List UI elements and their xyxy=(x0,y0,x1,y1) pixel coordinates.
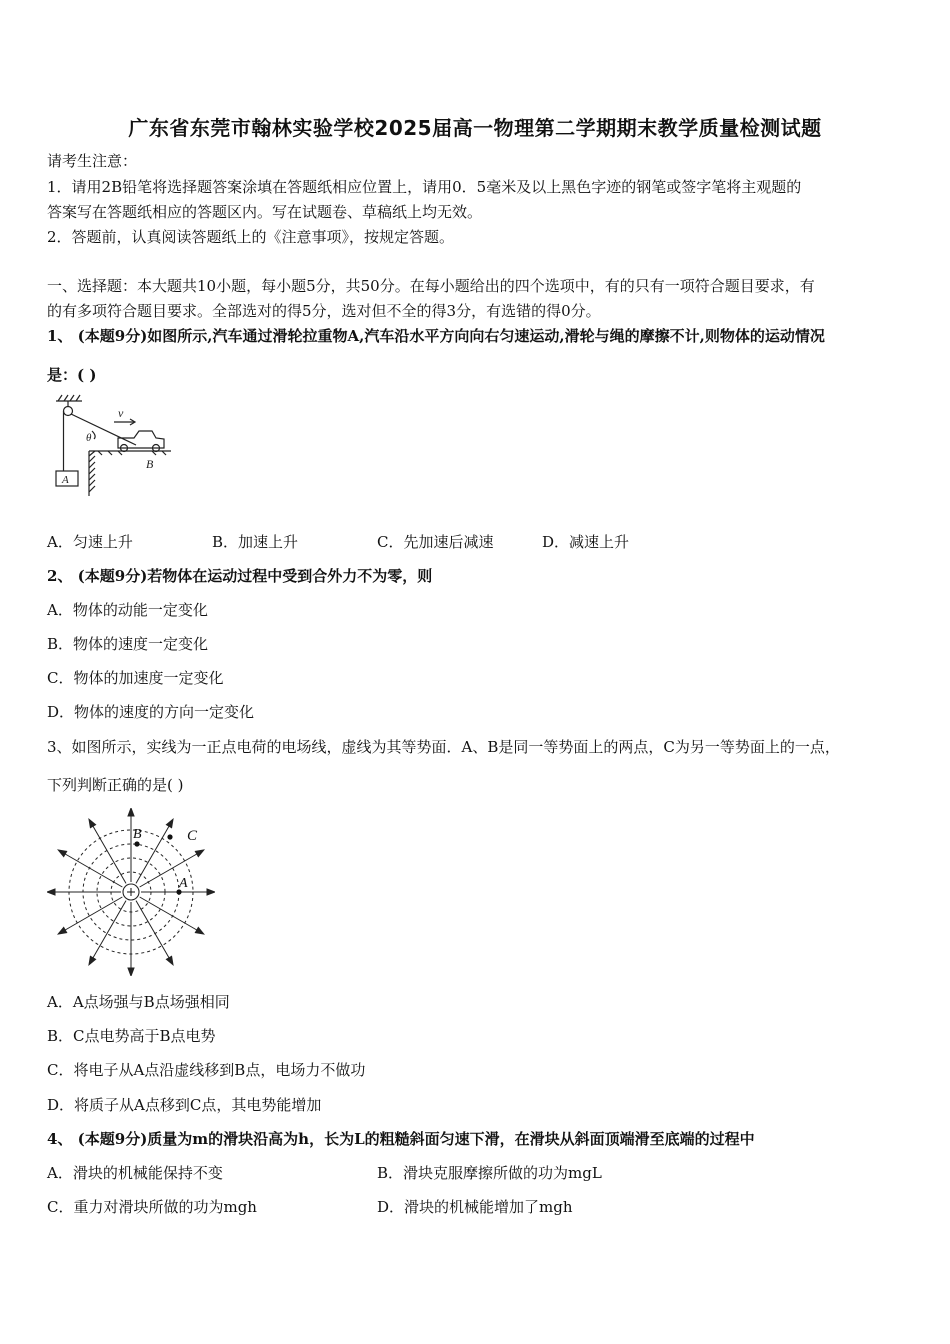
q2-option-c: C．物体的加速度一定变化 xyxy=(47,669,224,687)
q2-option-b: B．物体的速度一定变化 xyxy=(47,635,209,653)
field-arrowhead xyxy=(195,850,203,857)
theta-label: θ xyxy=(86,432,92,444)
point-c-marker xyxy=(167,834,172,839)
field-line xyxy=(90,901,126,963)
page-title: 广东省东莞市翰林实验学校2025届高一物理第二学期期末教学质量检测试题 xyxy=(128,116,822,140)
q4-option-a: A．滑块的机械能保持不变 xyxy=(47,1164,223,1182)
q4-option-d: D．滑块的机械能增加了mgh xyxy=(377,1198,573,1216)
q3-option-c: C．将电子从A点沿虚线移到B点，电场力不做功 xyxy=(47,1061,366,1079)
field-arrowhead xyxy=(89,819,96,827)
q3-option-a: A．A点场强与B点场强相同 xyxy=(47,993,230,1011)
q1-option-a: A．匀速上升 xyxy=(47,533,133,551)
field-arrowhead xyxy=(195,927,203,934)
point-a-label: A xyxy=(179,876,188,891)
point-b-label: B xyxy=(146,457,154,471)
q3-stem-line-1: 3、如图所示，实线为一正点电荷的电场线，虚线为其等势面．A、B是同一等势面上的两点，C为另一等势面上的一点， xyxy=(47,738,840,756)
field-arrowhead xyxy=(128,808,134,816)
notice-item-1-line-2: 答案写在答题纸相应的答题区内。写在试题卷、草稿纸上均无效。 xyxy=(47,203,483,221)
field-line xyxy=(140,897,202,933)
field-arrowhead xyxy=(47,889,55,895)
block-a-label: A xyxy=(62,474,69,486)
section-intro-line-1: 一、选择题：本大题共10小题，每小题5分，共50分。在每小题给出的四个选项中，有的只有一项符合题目要求，有 xyxy=(47,277,815,295)
q1-stem-line-1: 1、 (本题9分)如图所示,汽车通过滑轮拉重物A,汽车沿水平方向向右匀速运动,滑轮与绳的摩擦不计,则物体的运动情况 xyxy=(47,327,825,345)
q1-stem-line-2: 是：( ) xyxy=(47,366,97,384)
point-c-label: C xyxy=(187,828,198,844)
field-arrowhead xyxy=(58,850,66,857)
q1-option-d: D．减速上升 xyxy=(542,533,630,551)
pulley-car-figure xyxy=(52,393,176,499)
field-arrowhead xyxy=(166,819,173,827)
notice-heading: 请考生注意： xyxy=(47,152,138,170)
field-arrowhead xyxy=(58,927,66,934)
field-arrowhead xyxy=(207,889,215,895)
field-line xyxy=(60,851,122,887)
field-line xyxy=(60,897,122,933)
q2-option-d: D．物体的速度的方向一定变化 xyxy=(47,703,255,721)
q3-option-d: D．将质子从A点移到C点，其电势能增加 xyxy=(47,1096,322,1114)
point-b-label: B xyxy=(133,827,142,842)
q2-stem: 2、 (本题9分)若物体在运动过程中受到合外力不为零，则 xyxy=(47,567,433,585)
field-line xyxy=(140,851,202,887)
field-line xyxy=(136,901,172,963)
field-arrowhead xyxy=(89,956,96,964)
q3-stem-line-2: 下列判断正确的是( ) xyxy=(47,776,184,794)
notice-item-1-line-1: 1．请用2B铅笔将选择题答案涂填在答题纸相应位置上，请用0．5毫米及以上黑色字迹的钢笔或签字笔将主观题的 xyxy=(47,178,802,196)
q2-option-a: A．物体的动能一定变化 xyxy=(47,601,208,619)
electric-field-figure xyxy=(47,808,215,976)
field-line xyxy=(90,821,126,883)
q4-stem: 4、 (本题9分)质量为m的滑块沿高为h，长为L的粗糙斜面匀速下滑，在滑块从斜面顶端滑至底端的过程中 xyxy=(47,1130,755,1148)
q1-option-c: C．先加速后减速 xyxy=(377,533,494,551)
notice-item-2: 2．答题前，认真阅读答题纸上的《注意事项》，按规定答题。 xyxy=(47,228,455,246)
q1-option-b: B．加速上升 xyxy=(212,533,299,551)
field-arrowhead xyxy=(128,968,134,976)
q4-option-b: B．滑块克服摩擦所做的功为mgL xyxy=(377,1164,602,1182)
q4-option-c: C．重力对滑块所做的功为mgh xyxy=(47,1198,257,1216)
field-arrowhead xyxy=(166,956,173,964)
velocity-label: v xyxy=(118,406,124,420)
point-b-marker xyxy=(134,841,139,846)
q3-option-b: B．C点电势高于B点电势 xyxy=(47,1027,216,1045)
section-intro-line-2: 的有多项符合题目要求。全部选对的得5分，选对但不全的得3分，有选错的得0分。 xyxy=(47,302,601,320)
